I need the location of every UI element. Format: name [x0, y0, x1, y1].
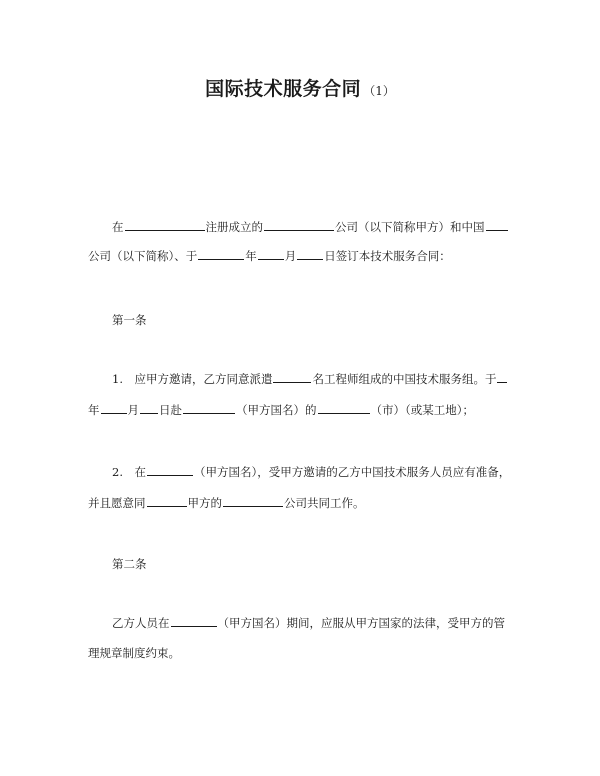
preamble-text: 日签订本技术服务合同：: [324, 249, 451, 263]
blank-line: [125, 218, 205, 231]
blank-line: [273, 370, 311, 383]
blank-line: [101, 401, 127, 414]
preamble-text: 在: [112, 220, 124, 234]
clause-text: （市）（或某工地）；: [370, 403, 474, 417]
clause-text: 1. 应甲方邀请，乙方同意派遣: [112, 372, 273, 386]
clause-text: 乙方人员在: [112, 616, 170, 630]
preamble-line-2: [88, 247, 451, 264]
article-1-heading: 第一条: [112, 313, 147, 327]
blank-line: [183, 401, 235, 414]
clause-text: （甲方国名）的: [236, 403, 317, 417]
clause-text: 月: [127, 403, 139, 417]
clause-text: 公司共同工作。: [284, 496, 365, 510]
article-2-heading: 第二条: [112, 557, 147, 571]
clause-text: 并且愿意同: [88, 496, 146, 510]
blank-line: [171, 614, 217, 627]
blank-line: [140, 401, 158, 414]
clause-text: 年: [88, 403, 100, 417]
clause-2-line-2: [88, 494, 365, 511]
clause-text: （甲方国名），受甲方邀请的乙方中国技术服务人员应有准备，: [193, 465, 511, 479]
blank-line: [264, 218, 334, 231]
document-title: [0, 74, 600, 101]
clause-text: 日赴: [159, 403, 182, 417]
blank-line: [486, 218, 508, 231]
title-text: 国际技术服务合同: [205, 78, 362, 100]
clause-text: 甲方的: [187, 496, 222, 510]
preamble-text: 注册成立的: [205, 220, 263, 234]
clause-text: 理规章制度约束。: [88, 646, 180, 660]
clause-2-line-1: [112, 463, 510, 480]
blank-line: [497, 370, 507, 383]
blank-line: [147, 463, 193, 476]
blank-line: [258, 247, 284, 260]
article-2-line-1: [112, 614, 505, 631]
preamble-line-1: [112, 218, 509, 235]
blank-line: [223, 494, 283, 507]
blank-line: [318, 401, 370, 414]
preamble-text: 公司（以下简称）、于: [88, 249, 198, 263]
blank-line: [198, 247, 244, 260]
title-suffix: （1）: [363, 84, 395, 98]
clause-text: 名工程师组成的中国技术服务组。于: [312, 372, 497, 386]
article-2-line-2: [88, 645, 180, 661]
preamble-text: 年: [245, 249, 257, 263]
blank-line: [147, 494, 187, 507]
preamble-text: 公司（以下简称甲方）和中国: [335, 220, 485, 234]
clause-text: 2. 在: [112, 465, 146, 479]
clause-text: （甲方国名）期间，应服从甲方国家的法律，受甲方的管: [217, 616, 505, 630]
preamble-text: 月: [284, 249, 297, 263]
clause-1-line-2: [88, 401, 474, 418]
clause-1-line-1: [112, 370, 508, 387]
blank-line: [297, 247, 323, 260]
